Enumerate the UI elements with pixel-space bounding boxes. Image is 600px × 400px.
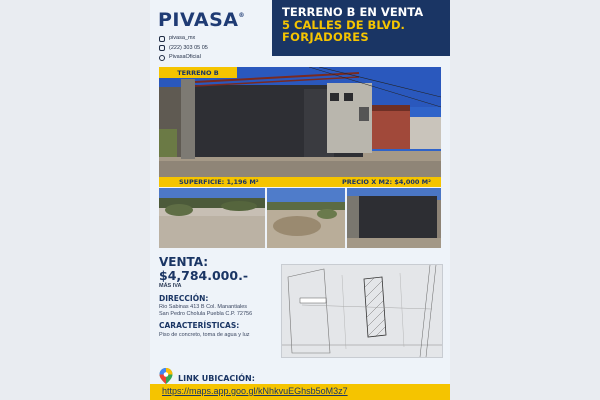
page-title xyxy=(282,6,423,44)
instagram-handle: pivasa_mx xyxy=(169,35,196,41)
sale-label: VENTA: xyxy=(159,255,209,269)
price-per-m2-text: PRECIO X M2: $4,000 M² xyxy=(342,178,431,186)
specs-bar xyxy=(159,177,441,187)
brand-name: PIVASA xyxy=(158,9,239,31)
terreno-b-label: TERRENO B xyxy=(177,68,219,77)
address-line-1: Rio Sabinas 413 B Col. Manantiales xyxy=(159,304,248,310)
address-line-2: San Pedro Cholula Puebla C.P. 72756 xyxy=(159,310,253,317)
pivasa-logo xyxy=(158,9,245,31)
contact-list xyxy=(159,34,208,63)
lot-photo-3 xyxy=(347,188,441,248)
address-text xyxy=(159,304,277,317)
facebook-icon xyxy=(159,55,165,61)
contact-facebook xyxy=(159,53,208,63)
tax-note: MÁS IVA xyxy=(159,283,182,289)
contact-phone xyxy=(159,44,208,54)
link-label: LINK UBICACIÓN: xyxy=(178,374,255,383)
address-title: DIRECCIÓN: xyxy=(159,294,209,303)
registered-mark: ® xyxy=(238,12,246,19)
facebook-handle: PivasaOficial xyxy=(169,54,201,60)
surface-text: SUPERFICIE: 1,196 M² xyxy=(179,178,259,186)
contact-instagram xyxy=(159,34,208,44)
features-title: CARACTERÍSTICAS: xyxy=(159,321,240,330)
title-line-2: 5 CALLES DE BLVD. xyxy=(282,17,405,32)
title-line-1: TERRENO B EN VENTA xyxy=(282,5,424,19)
features-text: Piso de concreto, toma de agua y luz xyxy=(159,332,250,338)
phone-icon xyxy=(159,45,165,51)
phone-number: (222) 303 05 05 xyxy=(169,44,208,51)
main-property-photo xyxy=(159,67,441,177)
terreno-b-tag xyxy=(159,67,237,78)
title-line-3: FORJADORES xyxy=(282,30,369,44)
site-plan-map xyxy=(281,264,443,358)
maps-link[interactable]: https://maps.app.goo.gl/kNhkvuEGhsb5oM3z7 xyxy=(162,386,348,396)
property-flyer xyxy=(150,0,450,400)
sale-price: $4,784.000.- xyxy=(159,268,249,283)
lot-photo-2 xyxy=(267,188,345,248)
lot-photo-1 xyxy=(159,188,265,248)
header-banner xyxy=(272,0,450,56)
sale-price-block xyxy=(159,256,248,290)
link-bar xyxy=(150,384,450,400)
instagram-icon xyxy=(159,36,165,42)
